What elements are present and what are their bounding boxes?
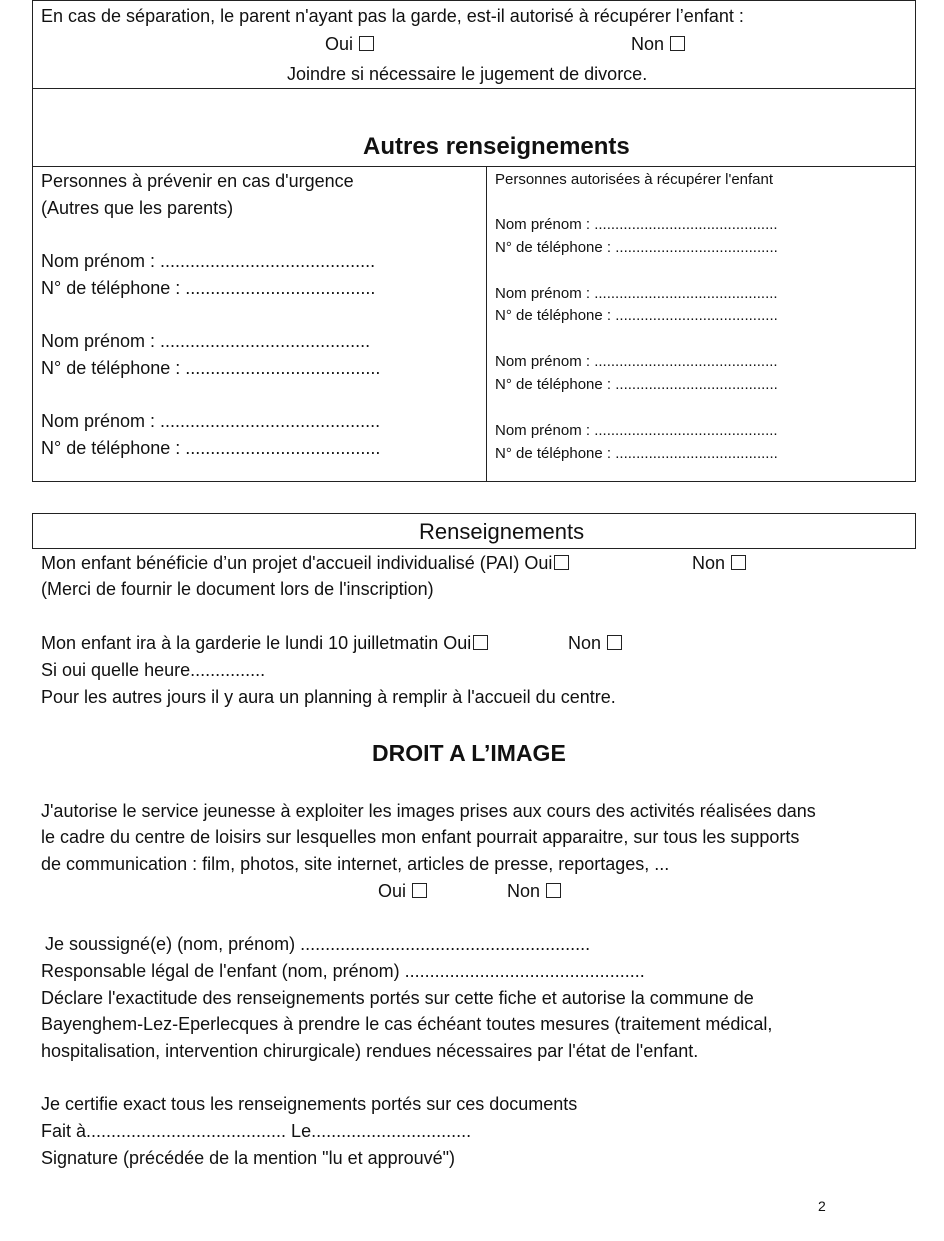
autorisees-tel-field[interactable]: N° de téléphone : ....................................... bbox=[495, 239, 778, 256]
urgence-nom-field[interactable]: Nom prénom : ............................................ bbox=[41, 411, 381, 431]
non-label: Non bbox=[692, 553, 726, 573]
autorisees-nom-field[interactable]: Nom prénom : ............................................ bbox=[495, 422, 778, 439]
pai-oui-checkbox[interactable] bbox=[554, 555, 569, 570]
declaration-text: Bayenghem-Lez-Eperlecques à prendre le cas échéant toutes mesures (traitement médical, bbox=[41, 1014, 773, 1034]
pai-non-option[interactable] bbox=[692, 552, 746, 574]
urgence-nom-field[interactable]: Nom prénom : .......................................... bbox=[41, 331, 371, 351]
non-label: Non bbox=[631, 34, 665, 54]
urgence-tel-field[interactable]: N° de téléphone : ....................................... bbox=[41, 358, 381, 378]
oui-label: Oui bbox=[378, 881, 407, 901]
page-number: 2 bbox=[818, 1198, 826, 1214]
pai-note: (Merci de fournir le document lors de l'inscription) bbox=[41, 579, 434, 599]
urgence-tel-field[interactable]: N° de téléphone : ...................................... bbox=[41, 278, 376, 298]
autorisees-tel-field[interactable]: N° de téléphone : ....................................... bbox=[495, 376, 778, 393]
autorisees-tel-field[interactable]: N° de téléphone : ....................................... bbox=[495, 445, 778, 462]
declaration-text: hospitalisation, intervention chirurgicale) rendues nécessaires par l'état de l'enfant. bbox=[41, 1041, 699, 1061]
pai-non-checkbox[interactable] bbox=[731, 555, 746, 570]
garderie-non-checkbox[interactable] bbox=[607, 635, 622, 650]
divider bbox=[32, 166, 916, 167]
autres-title: Autres renseignements bbox=[363, 133, 630, 160]
oui-checkbox[interactable] bbox=[359, 36, 374, 51]
soussigne-field[interactable]: Je soussigné(e) (nom, prénom) .......................................................... bbox=[45, 934, 591, 954]
droit-image-text: de communication : film, photos, site internet, articles de presse, reportages, ... bbox=[41, 854, 670, 874]
non-label: Non bbox=[507, 881, 541, 901]
separation-oui-option[interactable] bbox=[325, 33, 374, 55]
certifie-text: Je certifie exact tous les renseignements portés sur ces documents bbox=[41, 1094, 578, 1114]
droit-image-non-option[interactable] bbox=[507, 880, 561, 902]
separation-note: Joindre si nécessaire le jugement de divorce. bbox=[287, 64, 648, 84]
heure-field[interactable]: Si oui quelle heure............... bbox=[41, 660, 266, 680]
garderie-label: Mon enfant ira à la garderie le lundi 10 juilletmatin Oui bbox=[41, 633, 472, 653]
separation-non-option[interactable] bbox=[631, 33, 685, 55]
garderie-oui-checkbox[interactable] bbox=[473, 635, 488, 650]
droit-image-title: DROIT A L’IMAGE bbox=[372, 740, 566, 766]
autorisees-nom-field[interactable]: Nom prénom : ............................................ bbox=[495, 285, 778, 302]
autorisees-nom-field[interactable]: Nom prénom : ............................................ bbox=[495, 216, 778, 233]
renseignements-title: Renseignements bbox=[419, 519, 585, 544]
urgence-subheading: (Autres que les parents) bbox=[41, 198, 234, 218]
non-label: Non bbox=[568, 633, 602, 653]
declaration-text: Déclare l'exactitude des renseignements portés sur cette fiche et autorise la commune de bbox=[41, 988, 754, 1008]
pai-line bbox=[41, 552, 569, 574]
garderie-non-option[interactable] bbox=[568, 632, 622, 654]
divider bbox=[32, 88, 916, 89]
column-divider bbox=[486, 166, 487, 482]
garderie-line bbox=[41, 632, 488, 654]
responsable-field[interactable]: Responsable légal de l'enfant (nom, prénom) ................................................ bbox=[41, 961, 645, 981]
separation-question: En cas de séparation, le parent n'ayant pas la garde, est-il autorisé à récupérer l’enfant : bbox=[41, 6, 744, 26]
autorisees-heading: Personnes autorisées à récupérer l'enfant bbox=[495, 171, 774, 188]
droit-image-text: le cadre du centre de loisirs sur lesquelles mon enfant pourrait apparaitre, sur tous les supports bbox=[41, 827, 800, 847]
autorisees-nom-field[interactable]: Nom prénom : ............................................ bbox=[495, 353, 778, 370]
fait-le-field[interactable]: Fait à........................................ Le................................ bbox=[41, 1121, 472, 1141]
droit-image-oui-checkbox[interactable] bbox=[412, 883, 427, 898]
non-checkbox[interactable] bbox=[670, 36, 685, 51]
urgence-nom-field[interactable]: Nom prénom : ........................................... bbox=[41, 251, 376, 271]
signature-label: Signature (précédée de la mention "lu et approuvé") bbox=[41, 1148, 456, 1168]
urgence-heading: Personnes à prévenir en cas d'urgence bbox=[41, 171, 354, 191]
droit-image-text: J'autorise le service jeunesse à exploiter les images prises aux cours des activités réalisées dans bbox=[41, 801, 816, 821]
droit-image-oui-option[interactable] bbox=[378, 880, 427, 902]
droit-image-non-checkbox[interactable] bbox=[546, 883, 561, 898]
pai-label: Mon enfant bénéficie d’un projet d'accueil individualisé (PAI) Oui bbox=[41, 553, 553, 573]
urgence-tel-field[interactable]: N° de téléphone : ....................................... bbox=[41, 438, 381, 458]
planning-note: Pour les autres jours il y aura un planning à remplir à l'accueil du centre. bbox=[41, 687, 616, 707]
autorisees-tel-field[interactable]: N° de téléphone : ....................................... bbox=[495, 307, 778, 324]
oui-label: Oui bbox=[325, 34, 354, 54]
